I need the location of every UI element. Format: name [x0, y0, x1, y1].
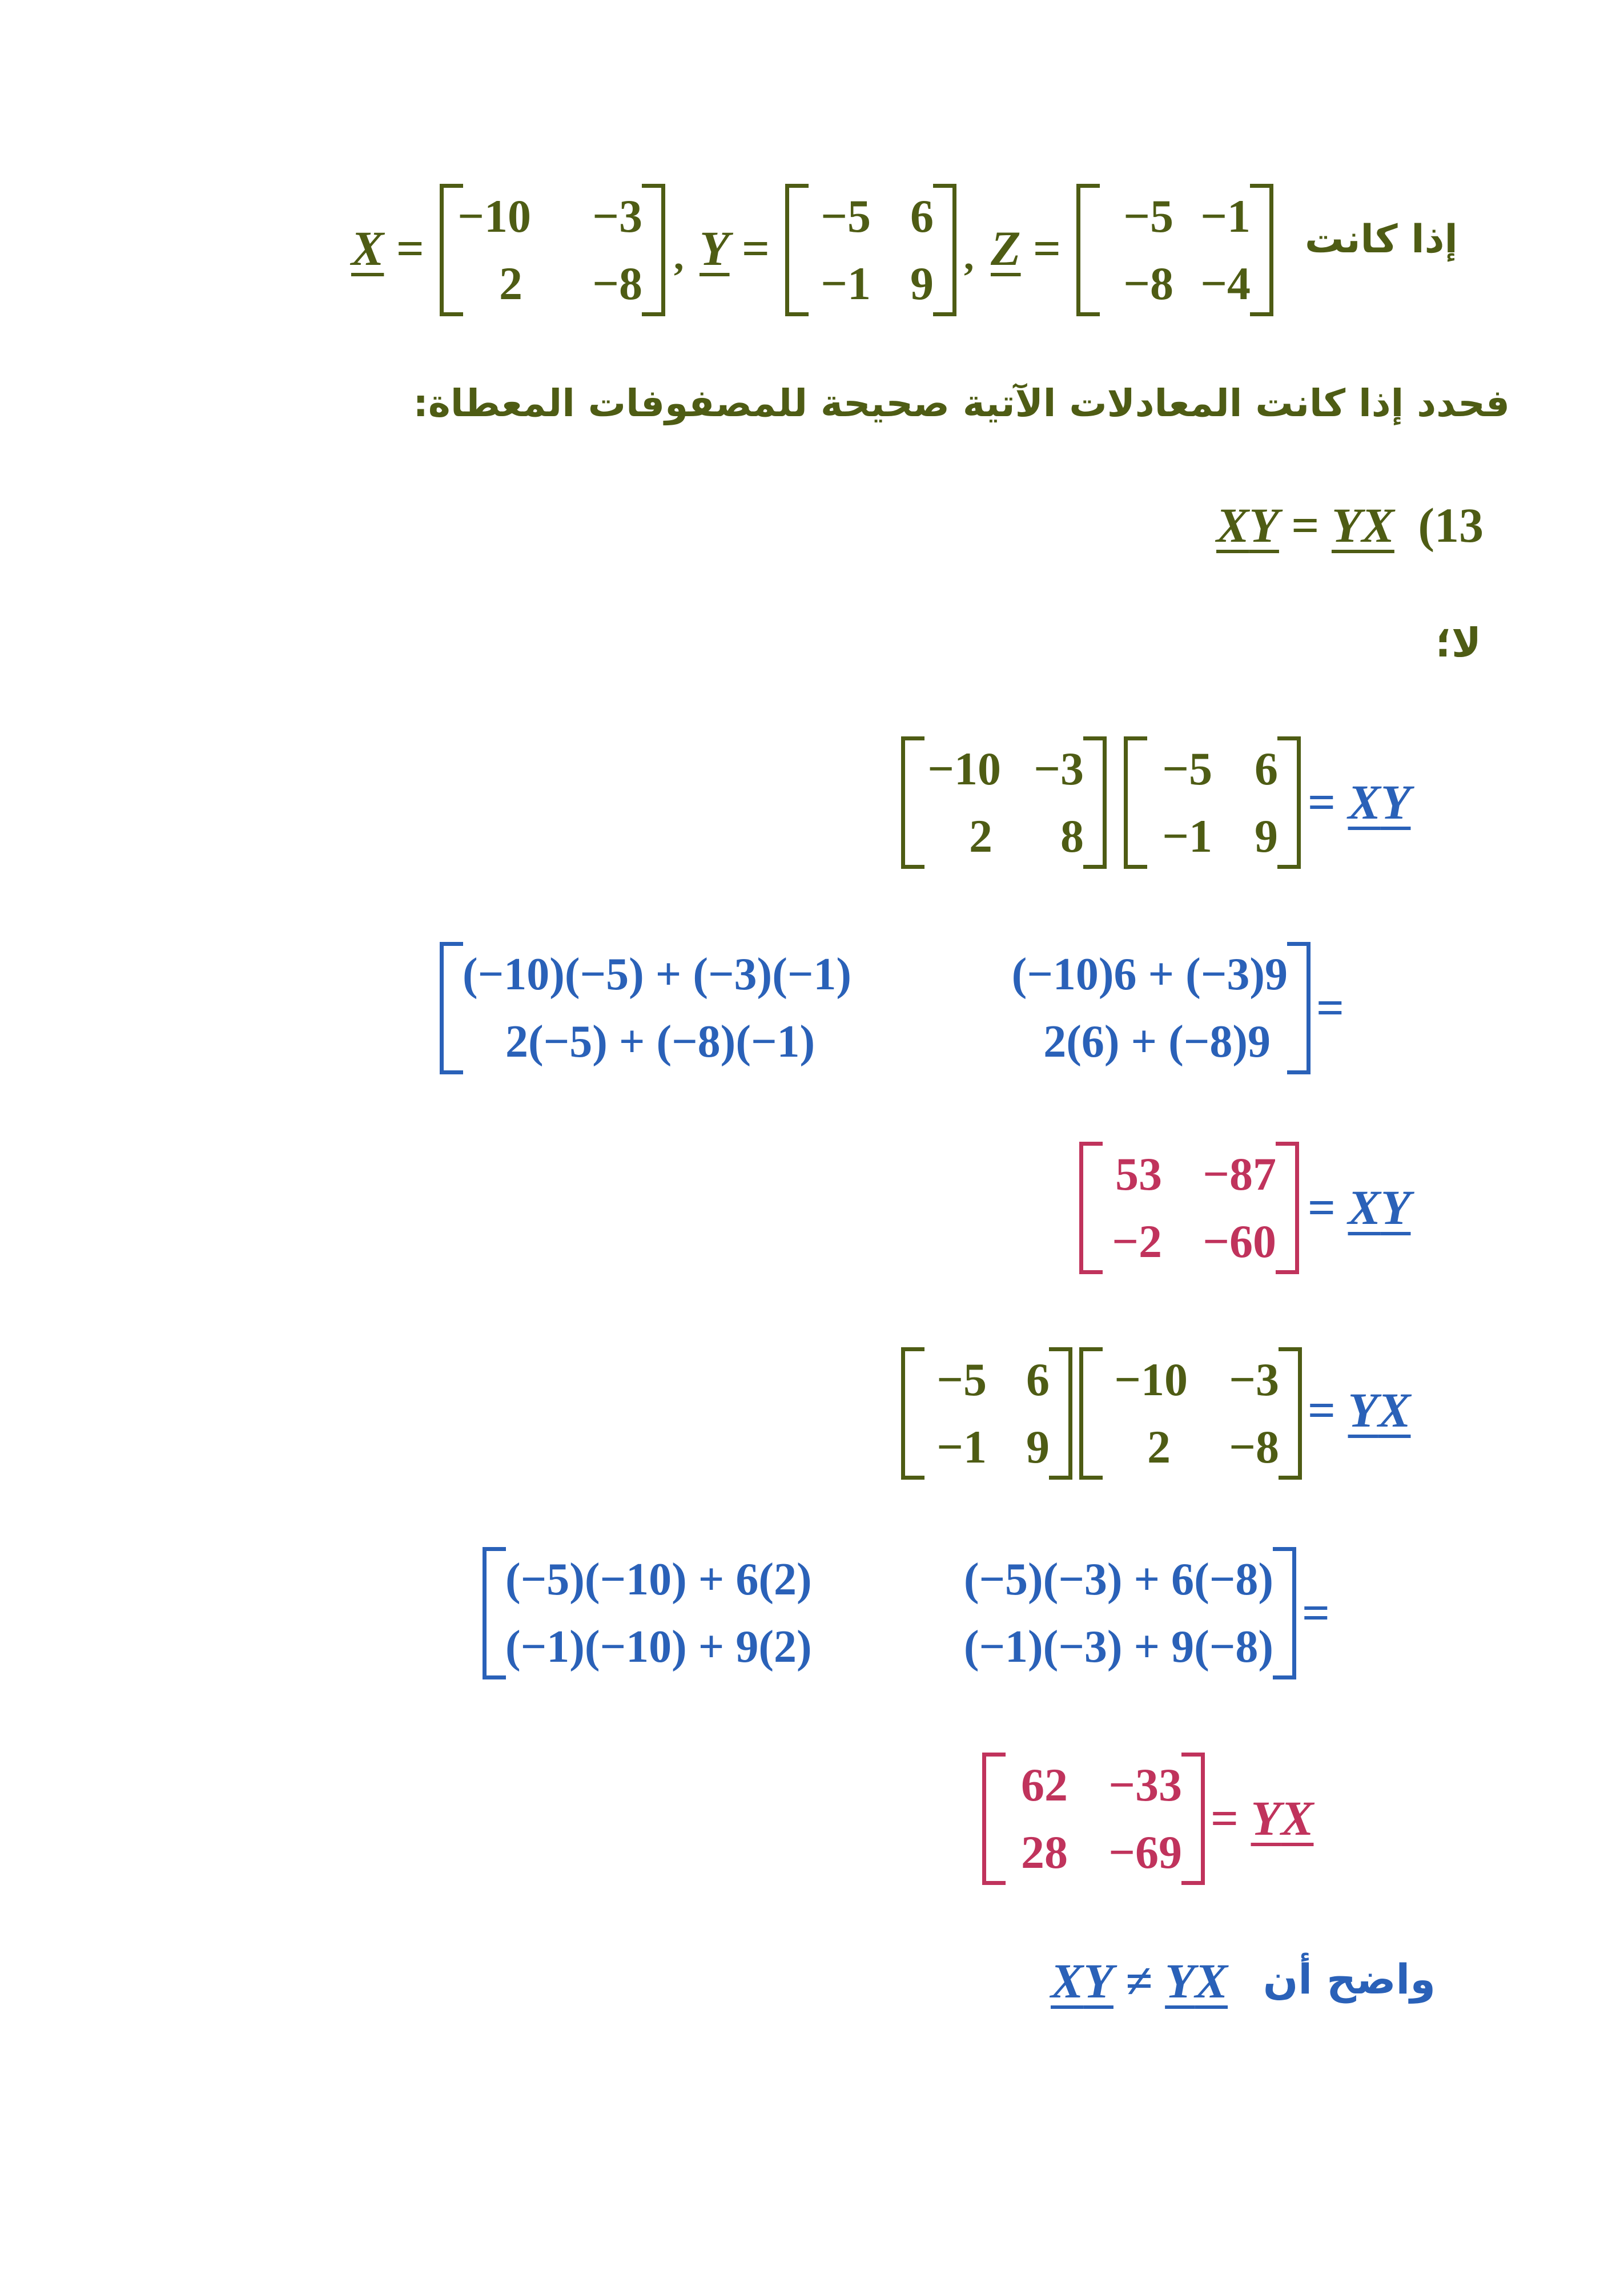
matrix-y-cell: 6 — [910, 190, 934, 242]
cell: −60 — [1203, 1215, 1276, 1267]
cell: 62 — [1021, 1759, 1068, 1811]
matrix-x-cell: 2 — [499, 257, 522, 309]
matrix-x-cell: −10 — [457, 190, 531, 242]
cell: −5 — [1162, 743, 1212, 795]
answer-no: لا؛ — [1435, 619, 1481, 666]
cell: −10 — [927, 743, 1001, 795]
conclusion-math: XY ≠ YX — [1051, 1953, 1228, 2008]
instruction: فحدد إذا كانت المعادلات الآتية صحيحة للمصفوفات المعطاة: — [413, 381, 1510, 425]
step4-left-matrix — [901, 1347, 1072, 1480]
cell: −1 — [1162, 810, 1212, 862]
cell: −3 — [1034, 743, 1084, 795]
cell: 2(−5) + (−8)(−1) — [505, 1017, 815, 1067]
matrix-z-cell: −4 — [1200, 257, 1251, 309]
given-x-label: X = — [351, 221, 424, 276]
cell: −5 — [936, 1354, 987, 1405]
cell: 6 — [1255, 743, 1278, 795]
cell: 2 — [969, 810, 992, 862]
cell: 6 — [1026, 1354, 1050, 1405]
step4-result-label: = YX — [1308, 1383, 1411, 1437]
cell: (−1)(−3) + 9(−8) — [963, 1622, 1273, 1672]
step5-matrix — [483, 1547, 1296, 1679]
cell: 9 — [1026, 1421, 1050, 1473]
step1-left-matrix — [901, 736, 1107, 869]
cell: (−10)(−5) + (−3)(−1) — [463, 949, 852, 1000]
matrix-z — [1076, 184, 1273, 316]
cell: 2 — [1147, 1421, 1171, 1473]
matrix-z-cell: −8 — [1123, 257, 1173, 309]
matrix-z-cell: −1 — [1200, 190, 1251, 242]
step2-eq: = — [1316, 980, 1345, 1035]
cell: (−5)(−10) + 6(2) — [505, 1554, 812, 1605]
given-z-label: Z = — [991, 221, 1062, 276]
cell: 53 — [1115, 1148, 1162, 1200]
cell: (−5)(−3) + 6(−8) — [963, 1554, 1273, 1605]
cell: −1 — [936, 1421, 987, 1473]
step1-result-label: = XY — [1308, 775, 1411, 829]
step5-eq: = — [1302, 1585, 1330, 1640]
step3-matrix — [1079, 1142, 1299, 1274]
cell: −87 — [1203, 1148, 1276, 1200]
cell: −8 — [1229, 1421, 1279, 1473]
step6-result-label: = YX — [1211, 1791, 1314, 1846]
problem-13: XY = YX (13 — [1216, 498, 1484, 553]
step6-matrix — [982, 1753, 1205, 1885]
cell: (−1)(−10) + 9(2) — [505, 1622, 812, 1672]
cell: −2 — [1112, 1215, 1162, 1267]
matrix-y-cell: 9 — [910, 257, 934, 309]
cell: 9 — [1255, 810, 1278, 862]
cell: −10 — [1114, 1354, 1188, 1405]
cell: −3 — [1229, 1354, 1279, 1405]
matrix-y-cell: −1 — [821, 257, 871, 309]
matrix-y — [785, 184, 956, 316]
matrix-x-cell: −3 — [592, 190, 642, 242]
step3-result-label: = XY — [1308, 1180, 1411, 1235]
matrix-z-cell: −5 — [1123, 190, 1173, 242]
given-y-label: Y = — [700, 221, 770, 276]
cell: (−10)6 + (−3)9 — [1011, 949, 1288, 1000]
given-intro: إذا كانت — [1305, 217, 1458, 262]
cell: 8 — [1060, 810, 1084, 862]
matrix-x — [440, 184, 665, 316]
matrix-x-cell: −8 — [592, 257, 642, 309]
cell: 2(6) + (−8)9 — [1043, 1017, 1271, 1067]
cell: 28 — [1021, 1826, 1068, 1878]
cell: −69 — [1108, 1826, 1182, 1878]
step1-right-matrix — [1124, 736, 1301, 869]
cell: −33 — [1108, 1759, 1182, 1811]
step4-right-matrix — [1079, 1347, 1302, 1480]
comma: , — [964, 235, 974, 279]
conclusion-text: واضح أن — [1263, 1955, 1436, 2003]
matrix-y-cell: −5 — [821, 190, 871, 242]
step2-matrix — [440, 942, 1311, 1074]
comma: , — [674, 235, 684, 279]
